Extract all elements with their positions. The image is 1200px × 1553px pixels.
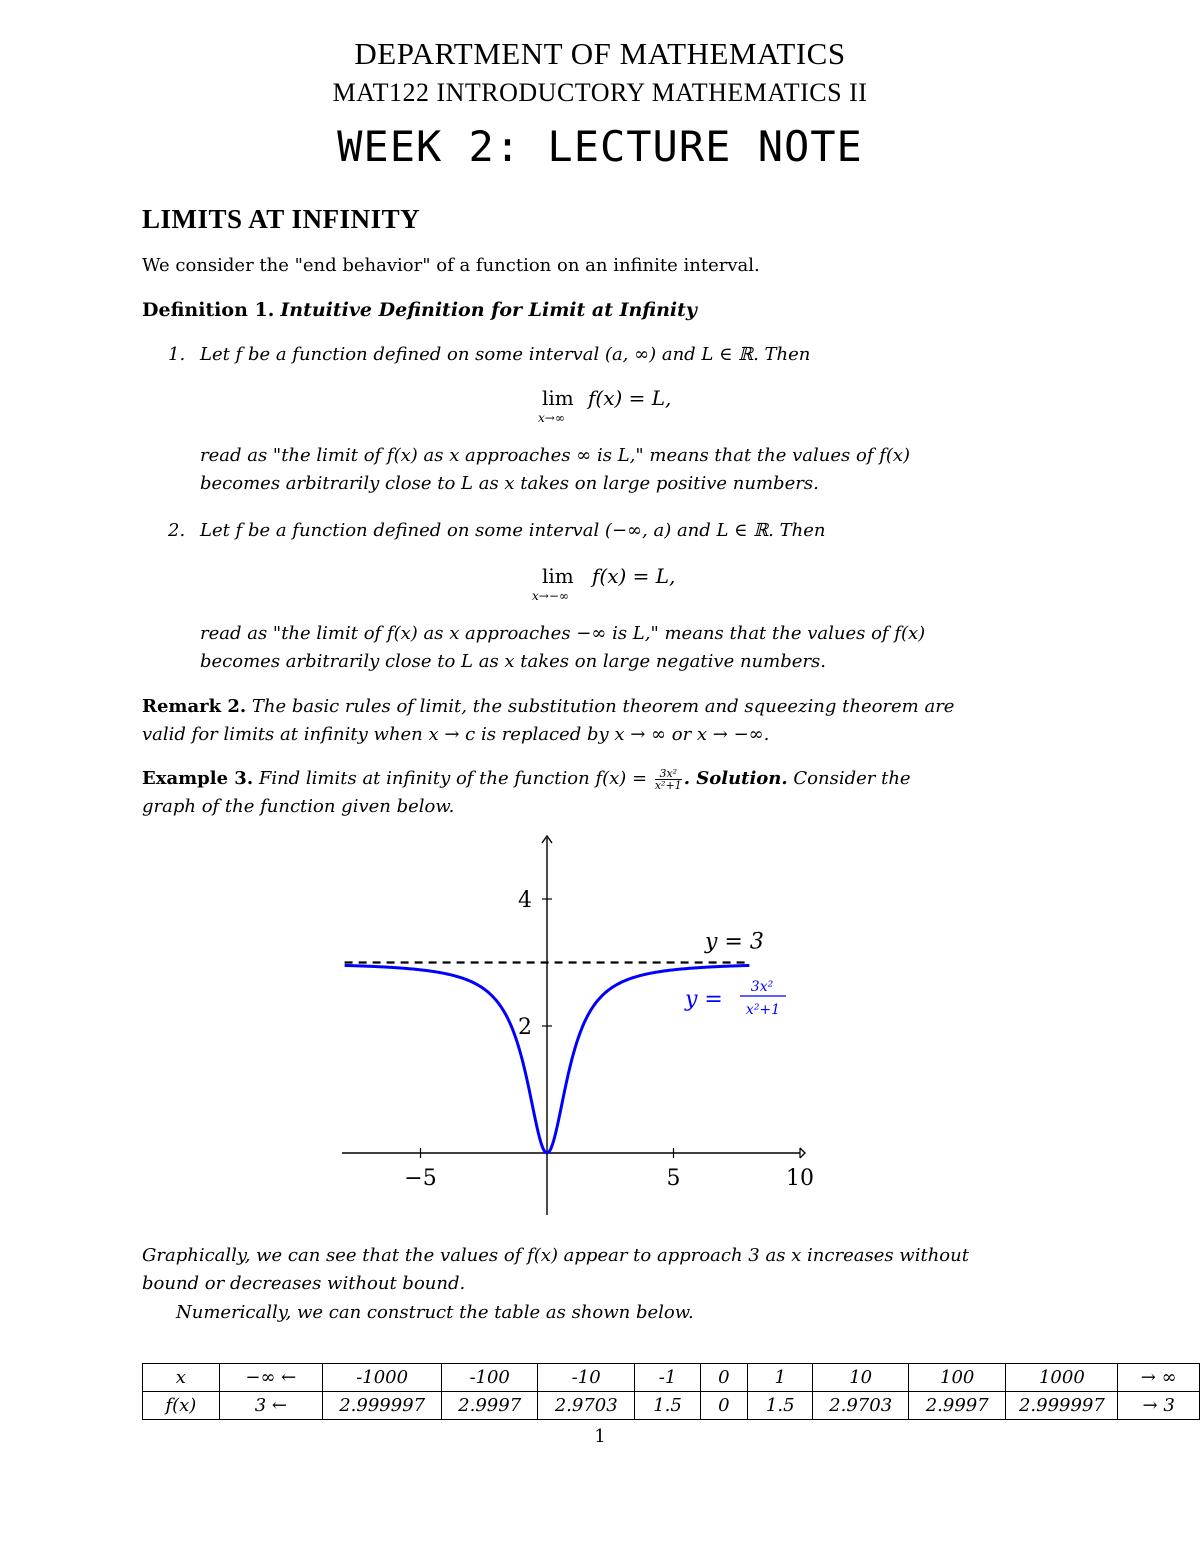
table-cell: -100 — [442, 1364, 538, 1392]
x-tick-label: 5 — [666, 1166, 681, 1191]
remark-text-1: The basic rules of limit, the substitution theorem and squeezing theorem are — [251, 696, 955, 717]
table-cell: 2.9703 — [537, 1392, 634, 1420]
table-cell: −∞ ← — [219, 1364, 322, 1392]
y-tick-label: 4 — [518, 888, 532, 913]
table-cell: f(x) — [143, 1392, 220, 1420]
fraction-denominator: x²+1 — [654, 778, 682, 792]
definition-item-1-text: Let f be a function defined on some interval (a, ∞) and L ∈ ℝ. Then — [200, 344, 811, 365]
example-text: Find limits at infinity of the function f(x) = — [258, 768, 653, 789]
table-cell: 2.999997 — [322, 1392, 442, 1420]
page-number: 1 — [594, 1426, 606, 1447]
definition-item-2-read1: read as "the limit of f(x) as x approaches −∞ is L," means that the values of f(x) — [200, 623, 926, 644]
example-fraction — [655, 768, 682, 791]
table-cell: 2.9997 — [442, 1392, 538, 1420]
week-title: WEEK 2: LECTURE NOTE — [337, 122, 863, 171]
lim-word: lim — [542, 564, 574, 588]
table-cell: 3 ← — [219, 1392, 322, 1420]
x-tick-label: −5 — [404, 1166, 437, 1191]
remark-label: Remark 2. — [142, 696, 247, 717]
definition-title: Intuitive Definition for Limit at Infinity — [280, 299, 697, 321]
table-cell: 10 — [813, 1364, 909, 1392]
table-intro: Numerically, we can construct the table as shown below. — [176, 1302, 694, 1323]
asymptote-label: y = 3 — [705, 929, 764, 955]
department-heading: DEPARTMENT OF MATHEMATICS — [354, 36, 846, 71]
table-cell: -1 — [635, 1364, 700, 1392]
table-cell: → 3 — [1118, 1392, 1200, 1420]
intro-text: We consider the "end behavior" of a function on an infinite interval. — [142, 255, 760, 276]
table-cell: 1.5 — [635, 1392, 700, 1420]
table-row — [143, 1392, 1200, 1420]
table-cell: → ∞ — [1118, 1364, 1200, 1392]
lim-subscript: x→∞ — [538, 411, 565, 425]
table-cell: 1000 — [1006, 1364, 1118, 1392]
example-text-2: Consider the — [787, 768, 911, 789]
table-cell: 2.9997 — [908, 1392, 1005, 1420]
curve-label-numerator: 3x² — [750, 979, 774, 995]
x-axis-arrow — [800, 1148, 805, 1158]
definition-item-1-read1: read as "the limit of f(x) as x approaches ∞ is L," means that the values of f(x) — [200, 445, 911, 466]
graph-remark-line-2: bound or decreases without bound. — [142, 1273, 466, 1294]
values-table — [142, 1363, 1200, 1420]
graph-remark-line-1: Graphically, we can see that the values of f(x) appear to approach 3 as x increases without — [142, 1245, 969, 1266]
definition-heading — [142, 296, 697, 324]
remark-line-2: valid for limits at infinity when x → c is replaced by x → ∞ or x → −∞. — [142, 724, 770, 745]
lim-word: lim — [542, 386, 574, 410]
table-cell: x — [143, 1364, 220, 1392]
curve-label-lhs: y = — [685, 987, 723, 1012]
table-row — [143, 1364, 1200, 1392]
curve-label-denominator: x²+1 — [745, 1002, 781, 1018]
table-cell: -1000 — [322, 1364, 442, 1392]
remark-line-1 — [142, 693, 954, 721]
lim-expression: f(x) = L, — [588, 386, 672, 410]
definition-item-2-num: 2. — [168, 520, 186, 541]
table-cell: -10 — [537, 1364, 634, 1392]
function-graph — [330, 830, 830, 1220]
table-cell: 0 — [700, 1364, 747, 1392]
course-heading: MAT122 INTRODUCTORY MATHEMATICS II — [332, 78, 868, 107]
x-tick-label: 10 — [786, 1166, 814, 1191]
lim-subscript: x→−∞ — [532, 589, 569, 603]
table-cell: 100 — [908, 1364, 1005, 1392]
lim-expression: f(x) = L, — [592, 564, 676, 588]
example-label: Example 3. — [142, 768, 254, 789]
y-tick-label: 2 — [518, 1015, 532, 1040]
definition-label: Definition 1. — [142, 299, 275, 321]
table-cell: 0 — [700, 1392, 747, 1420]
definition-item-2-text: Let f be a function defined on some interval (−∞, a) and L ∈ ℝ. Then — [200, 520, 826, 541]
definition-item-1-num: 1. — [168, 344, 186, 365]
definition-item-1-read2: becomes arbitrarily close to L as x takes on large positive numbers. — [200, 473, 819, 494]
table-cell: 1 — [748, 1364, 813, 1392]
example-line-1 — [142, 765, 911, 793]
graph-layer — [342, 836, 814, 1215]
table-cell: 2.9703 — [813, 1392, 909, 1420]
section-title: LIMITS AT INFINITY — [142, 204, 421, 234]
table-cell: 2.999997 — [1006, 1392, 1118, 1420]
table-cell: 1.5 — [748, 1392, 813, 1420]
fraction-numerator: 3x² — [655, 768, 682, 780]
definition-item-2-read2: becomes arbitrarily close to L as x takes on large negative numbers. — [200, 651, 826, 672]
solution-label: . Solution. — [683, 768, 788, 789]
example-line-2: graph of the function given below. — [142, 796, 455, 817]
